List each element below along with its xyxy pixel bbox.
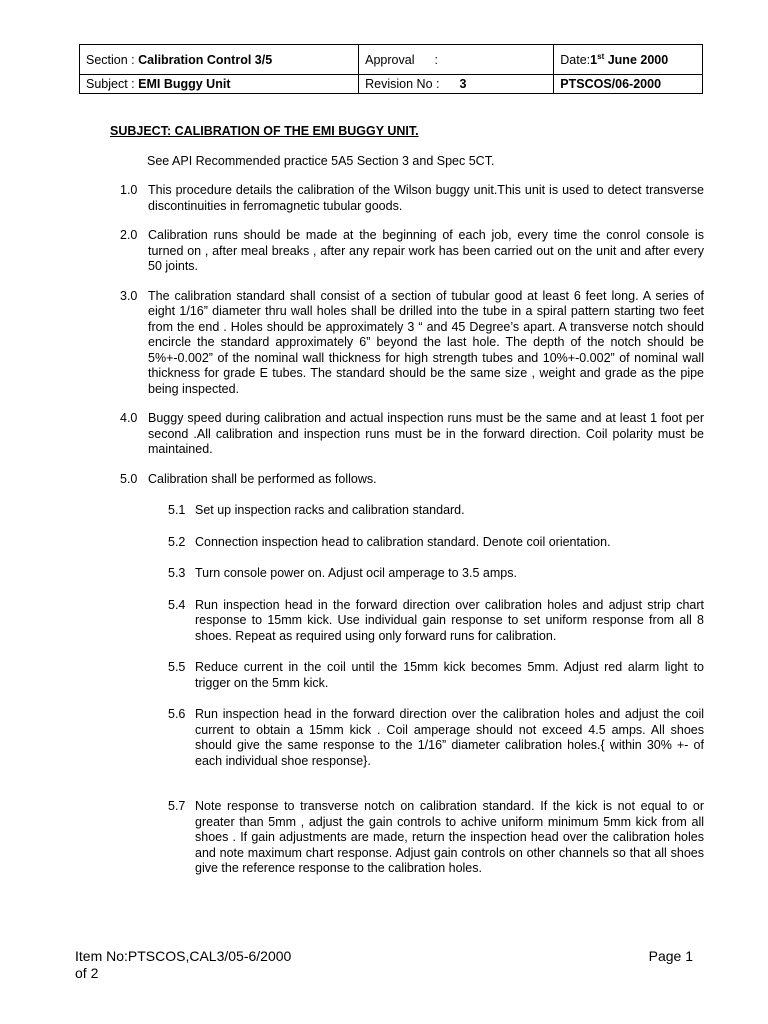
sub-item-number: 5.4 <box>168 597 186 612</box>
item-text: Buggy speed during calibration and actual inspection runs must be the same and at least 1 foot per second .All calibration and inspection runs must be in the forward direction. Coil polarity must be maintained. <box>148 411 704 456</box>
date-label: Date: <box>560 53 591 68</box>
section-item <box>110 228 704 275</box>
subject-heading: SUBJECT: CALIBRATION OF THE EMI BUGGY UNIT. <box>110 124 419 138</box>
section-cell <box>80 45 359 75</box>
approval-label: Approval <box>365 52 415 67</box>
document-body <box>110 124 704 877</box>
sub-item-text: Run inspection head in the forward direction over calibration holes and adjust strip chart response to 15mm kick. Use individual gain response to set uniform response from all 8 shoes. Repeat as required using only forward runs for calibration. <box>195 597 704 643</box>
sub-item-number: 5.3 <box>168 566 186 580</box>
sub-item <box>168 566 704 582</box>
sub-item-number: 5.2 <box>168 534 186 549</box>
item-number: 2.0 <box>120 228 138 242</box>
sub-item-number: 5.5 <box>168 660 186 674</box>
sub-item <box>168 660 704 691</box>
item-number: 4.0 <box>120 411 138 425</box>
sub-item-number: 5.7 <box>168 799 186 813</box>
header-table <box>79 44 703 94</box>
footer-page-number: Page 1 <box>648 948 693 964</box>
section-value: Calibration Control 3/5 <box>138 52 273 67</box>
item-number: 3.0 <box>120 288 138 303</box>
subject-cell <box>80 75 359 94</box>
subject-value: EMI Buggy Unit <box>138 77 231 91</box>
doc-code-cell: PTSCOS/06-2000 <box>554 75 703 94</box>
sub-item <box>168 535 704 551</box>
date-suffix: st <box>597 51 605 61</box>
revision-label: Revision No : <box>365 77 440 91</box>
section-item <box>110 411 704 458</box>
sub-item <box>168 503 704 519</box>
item-text: Calibration runs should be made at the beginning of each job, every time the conrol console is turned on , after meal breaks , after any repair work has been carried out on the unit and after every 50 joints. <box>148 228 704 273</box>
reference-line: See API Recommended practice 5A5 Section 3 and Spec 5CT. <box>147 153 495 168</box>
revision-cell <box>359 75 554 94</box>
revision-value: 3 <box>459 77 467 91</box>
sub-item <box>168 598 704 645</box>
sub-item-text: Connection inspection head to calibration standard. Denote coil orientation. <box>195 534 611 549</box>
section-item <box>110 289 704 398</box>
section-item <box>110 472 704 488</box>
sub-item <box>168 799 704 877</box>
item-number: 1.0 <box>120 183 138 197</box>
sub-item-number: 5.6 <box>168 707 186 721</box>
footer-item-number: Item No:PTSCOS,CAL3/05-6/2000 <box>75 948 292 964</box>
sub-item-text: Set up inspection racks and calibration standard. <box>195 503 465 517</box>
footer-page-total: of 2 <box>75 965 99 981</box>
date-rest: June 2000 <box>604 53 669 68</box>
section-label: Section : <box>86 52 135 67</box>
date-day: 1 <box>590 53 598 68</box>
header-row-2 <box>80 75 703 94</box>
header-row-1 <box>80 45 703 75</box>
sub-item-text: Turn console power on. Adjust ocil amperage to 3.5 amps. <box>195 566 517 580</box>
sub-item-text: Run inspection head in the forward direction over the calibration holes and adjust the coil current to obtain a 15mm kick . Coil amperage should not exceed 4.5 amps. All shoes should give the same response to the 1/16” diameter calibration holes.{ within 30% +- of each individual shoe response}. <box>195 707 704 768</box>
sub-item-text: Note response to transverse notch on calibration standard. If the kick is not equal to or greater than 5mm , adjust the gain controls to achive uniform minimum 5mm kick from all shoes . If gain adjustments are made, return the inspection head over the calibration holes and note maximum chart response. Adjust gain controls on other channels so that all shoes give the reference response to the calibration holes. <box>195 799 704 875</box>
section-item <box>110 183 704 214</box>
approval-colon: : <box>434 52 438 67</box>
item-text: The calibration standard shall consist of a section of tubular good at least 6 feet long. A series of eight 1/16” diameter thru wall holes shall be drilled into the tube in a spiral pattern starting two feet from the end . Holes should be approximately 3 “ and 45 Degree’s apart. A transverse notch should encircle the standard approximately 6” beyond the last hole. The depth of the notch should be 5%+-0.002” of the nominal wall thickness for high strength tubes and 10%+-0.002” of nominal wall thickness for grade E tubes. The standard should be the same size , weight and grade as the pipe being inspected. <box>148 288 704 396</box>
approval-cell <box>359 45 554 75</box>
date-cell <box>554 45 703 75</box>
sub-item-number: 5.1 <box>168 503 186 517</box>
item-text: This procedure details the calibration of the Wilson buggy unit.This unit is used to detect transverse discontinuities in ferromagnetic tubular goods. <box>148 183 704 213</box>
sub-item <box>168 707 704 769</box>
item-text: Calibration shall be performed as follows. <box>148 471 377 486</box>
subject-label: Subject : <box>86 77 135 91</box>
sub-item-text: Reduce current in the coil until the 15mm kick becomes 5mm. Adjust red alarm light to trigger on the 5mm kick. <box>195 660 704 690</box>
item-number: 5.0 <box>120 471 138 486</box>
page-footer <box>75 948 695 982</box>
